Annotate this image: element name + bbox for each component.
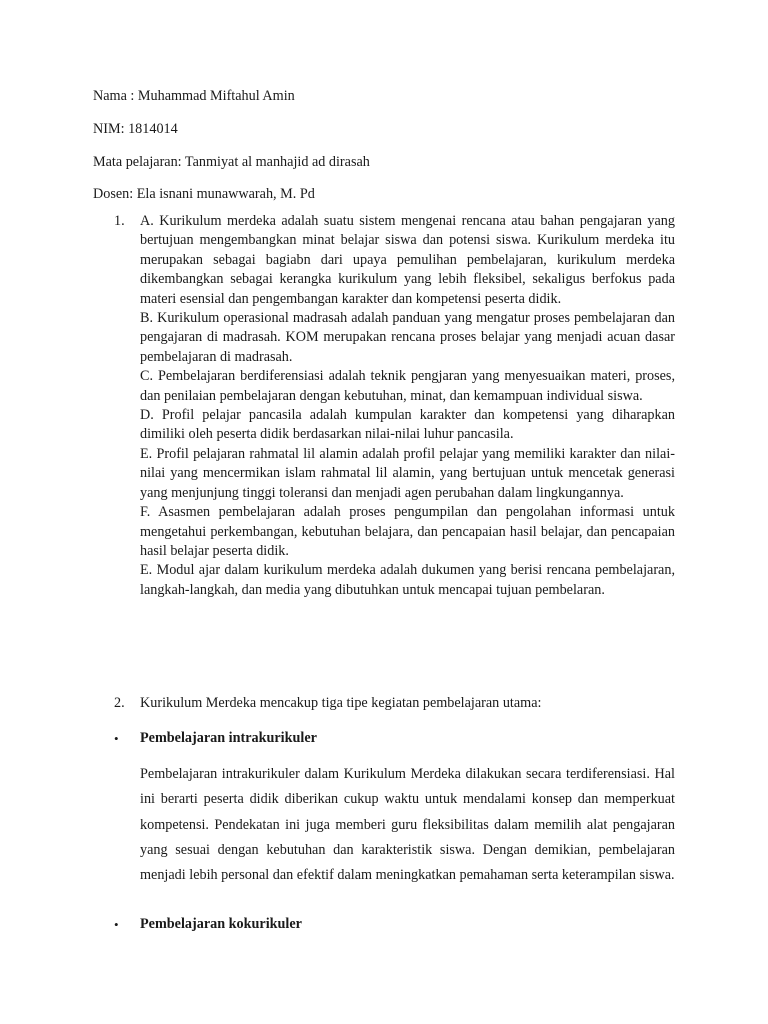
bullet-marker: • (114, 917, 119, 932)
bullet-heading-kokurikuler: Pembelajaran kokurikuler (140, 916, 302, 932)
intrakurikuler-paragraph: Pembelajaran intrakurikuler dalam Kurikulum Merdeka dilakukan secara terdiferensiasi. Hal ini berarti peserta didik diberikan cukup waktu untuk mendalami konsep dan memperkuat kompetensi. Pendekatan ini juga memberi guru fleksibilitas dalam memilih alat pengajaran yang sesuai dengan kebutuhan dan karakteristik siswa. Dengan demikian, pembelajaran menjadi lebih personal dan efektif dalam meningkatkan pemahaman serta keterampilan siswa. (140, 766, 675, 884)
answer-1e: E. Profil pelajaran rahmatal lil alamin adalah profil pelajar yang memiliki karakter dan nilai-nilai yang mencermikan islam rahmatal lil alamin, yang bertujuan untuk mencetak generasi yang menjunjung tinggi toleransi dan menjadi agen perubahan dalam lingkungannya. (140, 445, 675, 501)
student-name: Nama : Muhammad Miftahul Amin (93, 88, 295, 104)
answer-1d: D. Profil pelajar pancasila adalah kumpulan karakter dan kompetensi yang diharapkan dimiliki oleh peserta didik berdasarkan nilai-nilai luhur pancasila. (140, 407, 675, 443)
answer-1c: C. Pembelajaran berdiferensiasi adalah teknik pengjaran yang menyesuaikan materi, proses, dan penilaian pembelajaran dengan kebutuhan, minat, dan kemampuan individual siswa. (140, 368, 675, 404)
answer-2-intro: Kurikulum Merdeka mencakup tiga tipe kegiatan pembelajaran utama: (140, 695, 542, 711)
answer-1 (140, 212, 675, 600)
answer-1a: A. Kurikulum merdeka adalah suatu sistem mengenai rencana atau bahan pengajaran yang bertujuan mengembangkan minat belajar siswa dan potensi siswa. Kurikulum merdeka itu merupakan sebagai bagiabn dari upaya pemulihan pembelajaran, kurikulum merdeka dikembangkan sebagai kerangka kurikulum yang lebih fleksibel, sekaligus berfokus pada materi esensial dan pengembangan karakter dan kompetensi peserta didik. (140, 213, 675, 307)
answer-1g: E. Modul ajar dalam kurikulum merdeka adalah dukumen yang berisi rencana pembelajaran, langkah-langkah, dan media yang dibutuhkan untuk mencapai tujuan pembelaran. (140, 562, 675, 598)
student-nim: NIM: 1814014 (93, 121, 178, 137)
answer-1f: F. Asasmen pembelajaran adalah proses pengumpilan dan pengolahan informasi untuk mengetahui perkembangan, kebutuhan belajara, dan pencapaian hasil belajar, dan pencapaian hasil belajar peserta didik. (140, 504, 675, 559)
lecturer: Dosen: Ela isnani munawwarah, M. Pd (93, 186, 315, 202)
list-number-1: 1. (114, 213, 125, 229)
bullet-heading-intrakurikuler: Pembelajaran intrakurikuler (140, 730, 317, 746)
bullet-marker: • (114, 731, 119, 746)
list-number-2: 2. (114, 695, 125, 711)
subject: Mata pelajaran: Tanmiyat al manhajid ad dirasah (93, 154, 370, 170)
answer-1b: B. Kurikulum operasional madrasah adalah panduan yang mengatur proses pembelajaran dan pengajaran di madrasah. KOM merupakan rencana proses belajar yang menjadi acuan dasar pembelajaran di madrasah. (140, 310, 675, 365)
